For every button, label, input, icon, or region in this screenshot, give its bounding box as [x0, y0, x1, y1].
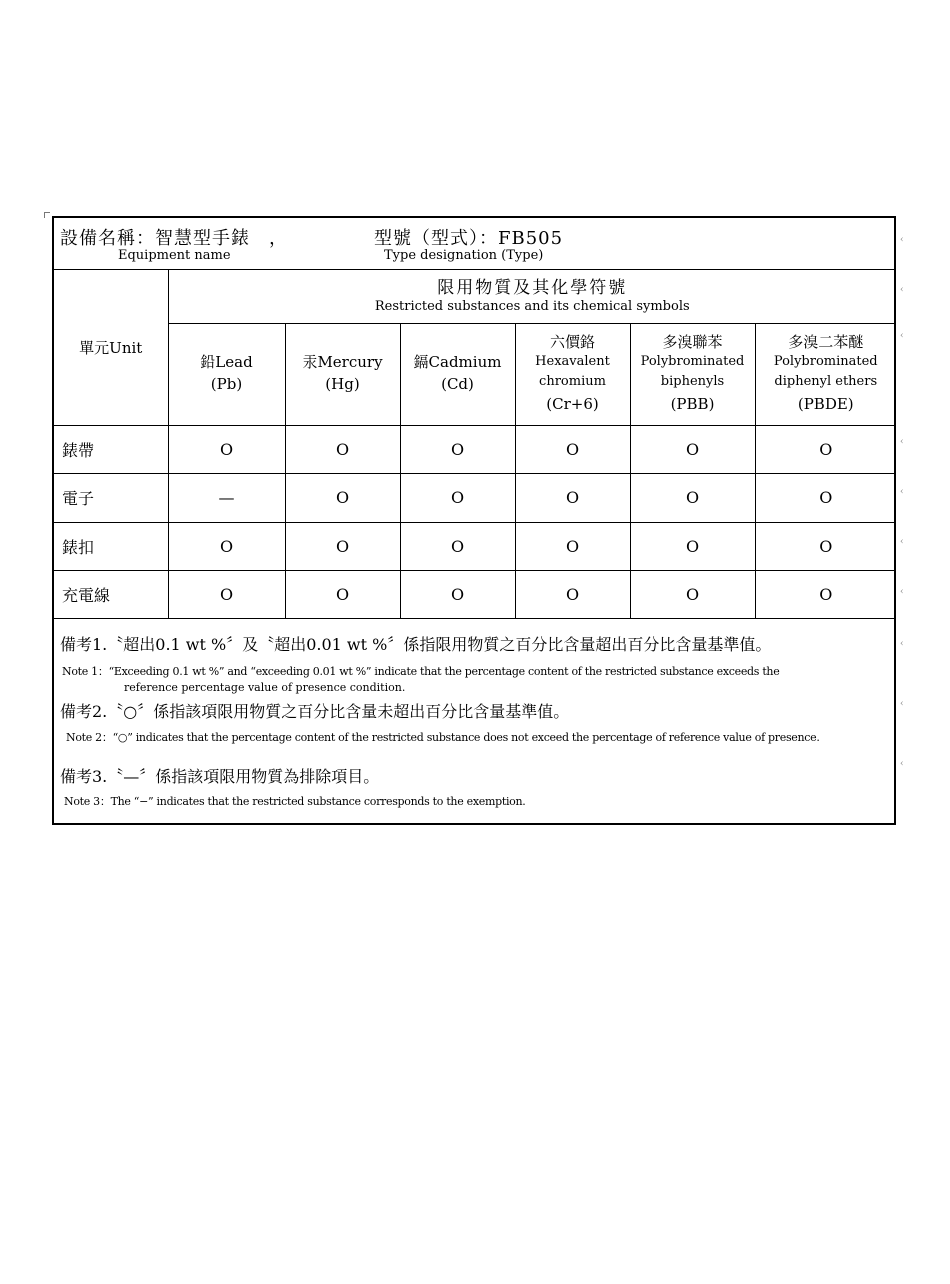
note1-en-line2: reference percentage value of presence condition.: [124, 681, 406, 694]
substance-name: 汞Mercury: [302, 353, 383, 372]
group-label-zh: 限用物質及其化學符號: [437, 278, 628, 299]
component-name: 錶帶: [54, 426, 168, 474]
mark-cell: O: [400, 474, 515, 522]
substance-symbol: (Cr+6): [546, 395, 599, 414]
substance-header-mercury: [285, 323, 400, 425]
substance-header-lead: [168, 323, 285, 425]
unit-header-cell: [54, 270, 168, 426]
type-designation-zh: 型號（型式）：FB505: [374, 228, 564, 249]
equipment-name-en: Equipment name: [118, 248, 231, 263]
substance-name-en: Hexavalent chromium: [535, 354, 610, 390]
mark-cell: O: [630, 426, 755, 474]
mark-cell: O: [168, 570, 285, 618]
page-corner-mark: [44, 212, 50, 218]
mark-cell: O: [630, 474, 755, 522]
paragraph-marks: ‹ ‹ ‹ ‹ ‹ ‹ ‹ ‹ ‹ ‹: [900, 235, 904, 769]
component-name: 充電線: [54, 570, 168, 618]
substance-header-pbde: [755, 323, 896, 425]
substance-name: 六價鉻: [549, 333, 595, 352]
mark-cell: O: [755, 570, 896, 618]
substance-symbol: (PBDE): [797, 395, 854, 414]
substance-name-en: Polybrominated diphenyl ethers: [773, 354, 878, 390]
substance-symbol: (Cd): [441, 375, 474, 394]
table-row: [54, 426, 896, 474]
mark-cell: O: [285, 522, 400, 570]
mark-cell: O: [755, 426, 896, 474]
substance-name-en: Polybrominated biphenyls: [640, 354, 745, 390]
substance-name: 多溴聯苯: [662, 333, 723, 352]
substance-symbol: (PBB): [670, 395, 715, 414]
mark-cell: O: [168, 522, 285, 570]
note1-en-line1: Note 1：“Exceeding 0.1 wt %” and “exceeding 0.01 wt %” indicate that the percentage content of the restricted substance exceeds the: [62, 665, 780, 678]
table-row: [54, 570, 896, 618]
rohs-declaration-document: [52, 216, 896, 825]
mark-cell: —: [168, 474, 285, 522]
substance-header-hexavalent-chromium: [515, 323, 630, 425]
mark-cell: O: [630, 522, 755, 570]
mark-cell: O: [285, 570, 400, 618]
mark-cell: O: [285, 474, 400, 522]
type-designation-en: Type designation (Type): [384, 248, 544, 263]
equipment-name-zh: 設備名稱：智慧型手錶 ，: [60, 228, 288, 249]
mark-cell: O: [755, 522, 896, 570]
mark-cell: O: [755, 474, 896, 522]
note3-zh: 備考3.〝—〞係指該項限用物質為排除項目。: [60, 767, 380, 786]
note3-en: Note 3：The “−” indicates that the restricted substance corresponds to the exemption.: [64, 795, 526, 808]
mark-cell: O: [168, 426, 285, 474]
substance-header-cadmium: [400, 323, 515, 425]
mark-cell: O: [400, 426, 515, 474]
substance-symbol: (Hg): [325, 375, 360, 394]
note2-en: Note 2：“○” indicates that the percentage content of the restricted substance does not exceed the percentage of reference value of presence.: [66, 731, 820, 744]
mark-cell: O: [515, 570, 630, 618]
substance-name: 鎘Cadmium: [413, 353, 502, 372]
group-label-en: Restricted substances and its chemical symbols: [374, 299, 690, 315]
substance-name: 鉛Lead: [200, 353, 253, 372]
substance-header-pbb: [630, 323, 755, 425]
note2-zh: 備考2.〝○〞係指該項限用物質之百分比含量未超出百分比含量基準值。: [60, 702, 570, 721]
mark-cell: O: [285, 426, 400, 474]
component-name: 錶扣: [54, 522, 168, 570]
mark-cell: O: [630, 570, 755, 618]
mark-cell: O: [515, 474, 630, 522]
mark-cell: O: [515, 426, 630, 474]
substance-name: 多溴二苯醚: [788, 333, 864, 352]
mark-cell: O: [515, 522, 630, 570]
header-row: [54, 218, 894, 270]
table-row: [54, 522, 896, 570]
note1-zh: 備考1.〝超出0.1 wt %〞及〝超出0.01 wt %〞係指限用物質之百分比含量超出百分比含量基準值。: [60, 635, 772, 654]
unit-label: 單元Unit: [79, 339, 143, 358]
table-row: [54, 474, 896, 522]
restricted-substances-table: [54, 270, 896, 619]
substance-symbol: (Pb): [210, 375, 243, 394]
component-name: 電子: [54, 474, 168, 522]
substances-group-header: [168, 270, 896, 323]
mark-cell: O: [400, 570, 515, 618]
mark-cell: O: [400, 522, 515, 570]
